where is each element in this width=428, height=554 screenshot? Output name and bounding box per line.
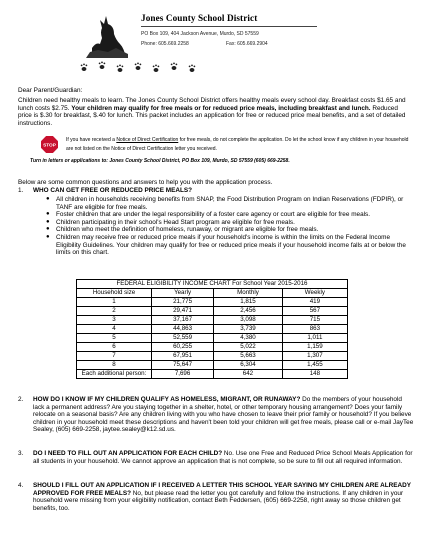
table-cell: 29,471 — [152, 307, 214, 316]
intro-bold-text: Your children may qualify for free meals or for reduced price meals, including breakfast and lunch. — [71, 104, 371, 112]
turn-in-address: Jones County School District, PO Box 109, Murdo, SD 57559 (605) 669-2258. — [109, 158, 290, 164]
eligibility-list — [46, 196, 416, 257]
district-address: PO Box 109, 404 Jackson Avenue, Murdo, SD 57559 — [141, 31, 259, 37]
bullet-text: All children in households receiving benefits from SNAP, the Food Distribution Program on Indian Reservations (FDPIR), or TANF are eligible for free meals. — [56, 196, 404, 211]
question-2-title: HOW DO I KNOW IF MY CHILDREN QUALIFY AS HOMELESS, MIGRANT, OR RUNAWAY? — [33, 396, 301, 403]
table-row — [77, 361, 348, 370]
table-cell: 1,011 — [282, 334, 347, 343]
stop-note-post: for free meals, do not complete the application. Do let the school know if any children in your household are not listed on the Notice of Direct Certification letter you received. — [66, 137, 409, 152]
table-cell: Each additional person: — [77, 370, 152, 379]
column-header: Weekly — [282, 289, 347, 298]
column-header: Household size — [77, 289, 152, 298]
table-cell: 715 — [282, 316, 347, 325]
table-row — [77, 352, 348, 361]
table-cell: 5 — [77, 334, 152, 343]
table-cell: 8 — [77, 361, 152, 370]
table-cell: 4,380 — [214, 334, 283, 343]
table-header-row — [77, 289, 348, 298]
table-cell: 5,663 — [214, 352, 283, 361]
question-1-title: WHO CAN GET FREE OR REDUCED PRICE MEALS? — [33, 187, 193, 194]
notice-of-direct-certification: Notice of Direct Certification — [116, 137, 179, 143]
question-3-title: DO I NEED TO FILL OUT AN APPLICATION FOR EACH CHILD? — [33, 450, 223, 457]
question-4-answer: No, but please read the letter you got carefully and follow the instructions. If any children in your household were missing from your eligibility notification, contact Beth Feddersen, (605) 669-2258, right away so those children get benefits, too. — [33, 489, 404, 512]
table-row — [77, 307, 348, 316]
table-cell: 21,775 — [152, 298, 214, 307]
table-cell: 1,159 — [282, 343, 347, 352]
table-cell: 567 — [282, 307, 347, 316]
table-cell: 3,739 — [214, 325, 283, 334]
qa-intro: Below are some common questions and answers to help you with the application process. — [18, 179, 273, 186]
svg-text:STOP: STOP — [43, 143, 56, 149]
question-2 — [33, 396, 415, 434]
table-cell: 60,255 — [152, 343, 214, 352]
table-cell: 5,022 — [214, 343, 283, 352]
question-4-title: SHOULD I FILL OUT AN APPLICATION IF I RECEIVED A LETTER THIS SCHOOL YEAR SAYING MY CHILDREN ARE ALREADY APPROVED FOR FREE MEALS? — [33, 482, 411, 497]
table-cell: 1,815 — [214, 298, 283, 307]
question-4-number: 4. — [18, 482, 24, 489]
district-phone: Phone: 605.669.2258 — [141, 41, 189, 47]
intro-tail-text: Reduced price is $.30 for breakfast, $.40 for lunch. This packet includes an application for free or reduced price meal benefits, and a set of detailed instructions. — [18, 104, 406, 127]
district-name: Jones County School District — [141, 13, 258, 23]
bullet-icon: ● — [46, 218, 50, 225]
column-header: Yearly — [152, 289, 214, 298]
table-cell: 2 — [77, 307, 152, 316]
table-row — [77, 334, 348, 343]
question-3 — [33, 450, 415, 465]
table-cell: 3 — [77, 316, 152, 325]
direct-certification-note — [66, 136, 414, 154]
header-divider — [141, 26, 317, 27]
question-4 — [33, 482, 415, 512]
intro-text: Children need healthy meals to learn. The Jones County School District offers healthy meals every school day. Breakfast costs $1.65 and lunch costs $2.75. — [18, 97, 406, 112]
table-cell: 642 — [214, 370, 283, 379]
district-fax: Fax: 605.669.2904 — [226, 41, 268, 47]
list-item — [46, 226, 416, 234]
table-row — [77, 325, 348, 334]
list-item — [46, 196, 416, 211]
bullet-text: Children participating in their school's Head Start program are eligible for free meals. — [56, 218, 295, 226]
table-cell: 7,696 — [152, 370, 214, 379]
table-caption: FEDERAL ELIGIBILITY INCOME CHART For School Year 2015-2016 — [77, 280, 348, 289]
bullet-icon: ● — [46, 233, 50, 240]
table-cell: 75,647 — [152, 361, 214, 370]
table-cell: 37,167 — [152, 316, 214, 325]
table-cell: 6 — [77, 343, 152, 352]
table-cell: 1,307 — [282, 352, 347, 361]
district-logo-icon — [86, 8, 128, 58]
table-row — [77, 370, 348, 379]
question-3-number: 3. — [18, 450, 24, 457]
bullet-text: Children who meet the definition of homeless, runaway, or migrant are eligible for free meals. — [56, 226, 319, 234]
table-cell: 1 — [77, 298, 152, 307]
table-caption-row — [77, 280, 348, 289]
table-cell: 52,559 — [152, 334, 214, 343]
bullet-text: Foster children that are under the legal responsibility of a foster care agency or court are eligible for free meals. — [56, 211, 371, 219]
bullet-icon: ● — [46, 226, 50, 233]
list-item — [46, 233, 416, 257]
table-row — [77, 316, 348, 325]
list-item — [46, 211, 416, 219]
table-row — [77, 343, 348, 352]
table-cell: 67,951 — [152, 352, 214, 361]
table-cell: 6,304 — [214, 361, 283, 370]
question-3-answer: No. Use one Free and Reduced Price School Meals Application for all students in your household. We cannot approve an application that is not complete, so be sure to fill out all required information. — [33, 450, 413, 465]
stop-note-pre: If you have received a — [66, 137, 117, 143]
turn-in-line — [30, 158, 290, 166]
table-cell: 148 — [282, 370, 347, 379]
bullet-icon: ● — [46, 211, 50, 218]
table-cell: 2,456 — [214, 307, 283, 316]
question-1 — [33, 187, 192, 195]
table-cell: 863 — [282, 325, 347, 334]
salutation: Dear Parent/Guardian: — [18, 87, 83, 94]
question-2-answer: Do the members of your household lack a permanent address? Are you staying together in a shelter, hotel, or other temporary housing arrangement? Does your family relocate on a seasonal basis? Are any children living with you who have chosen to leave their prior family or household? If you believe children in your household meet these descriptions and haven't been told your children will get free meals, please call or e-mail JayTee Sealey, (605) 669-2258, jaytee.sealey@k12.sd.us. — [33, 396, 414, 434]
bullet-icon: ● — [46, 196, 50, 202]
table-cell: 7 — [77, 352, 152, 361]
table-cell: 4 — [77, 325, 152, 334]
turn-in-label: Turn in letters or applications to: — [30, 158, 110, 164]
table-cell: 1,455 — [282, 361, 347, 370]
bullet-text: Children may receive free or reduced price meals if your household's income is within the limits on the Federal Income Eligibility Guidelines. Your children may qualify for free or reduced price meals if your household income falls at or below the limits on this chart. — [56, 233, 406, 257]
table-cell: 3,098 — [214, 316, 283, 325]
stop-sign-icon — [41, 136, 58, 153]
table-cell: 44,863 — [152, 325, 214, 334]
question-2-number: 2. — [18, 396, 24, 403]
income-eligibility-table — [76, 279, 348, 379]
question-1-number: 1. — [18, 187, 24, 194]
list-item — [46, 218, 416, 227]
intro-paragraph — [18, 97, 413, 127]
table-row — [77, 298, 348, 307]
paw-prints-icon — [80, 60, 210, 74]
table-cell: 419 — [282, 298, 347, 307]
column-header: Monthly — [214, 289, 283, 298]
